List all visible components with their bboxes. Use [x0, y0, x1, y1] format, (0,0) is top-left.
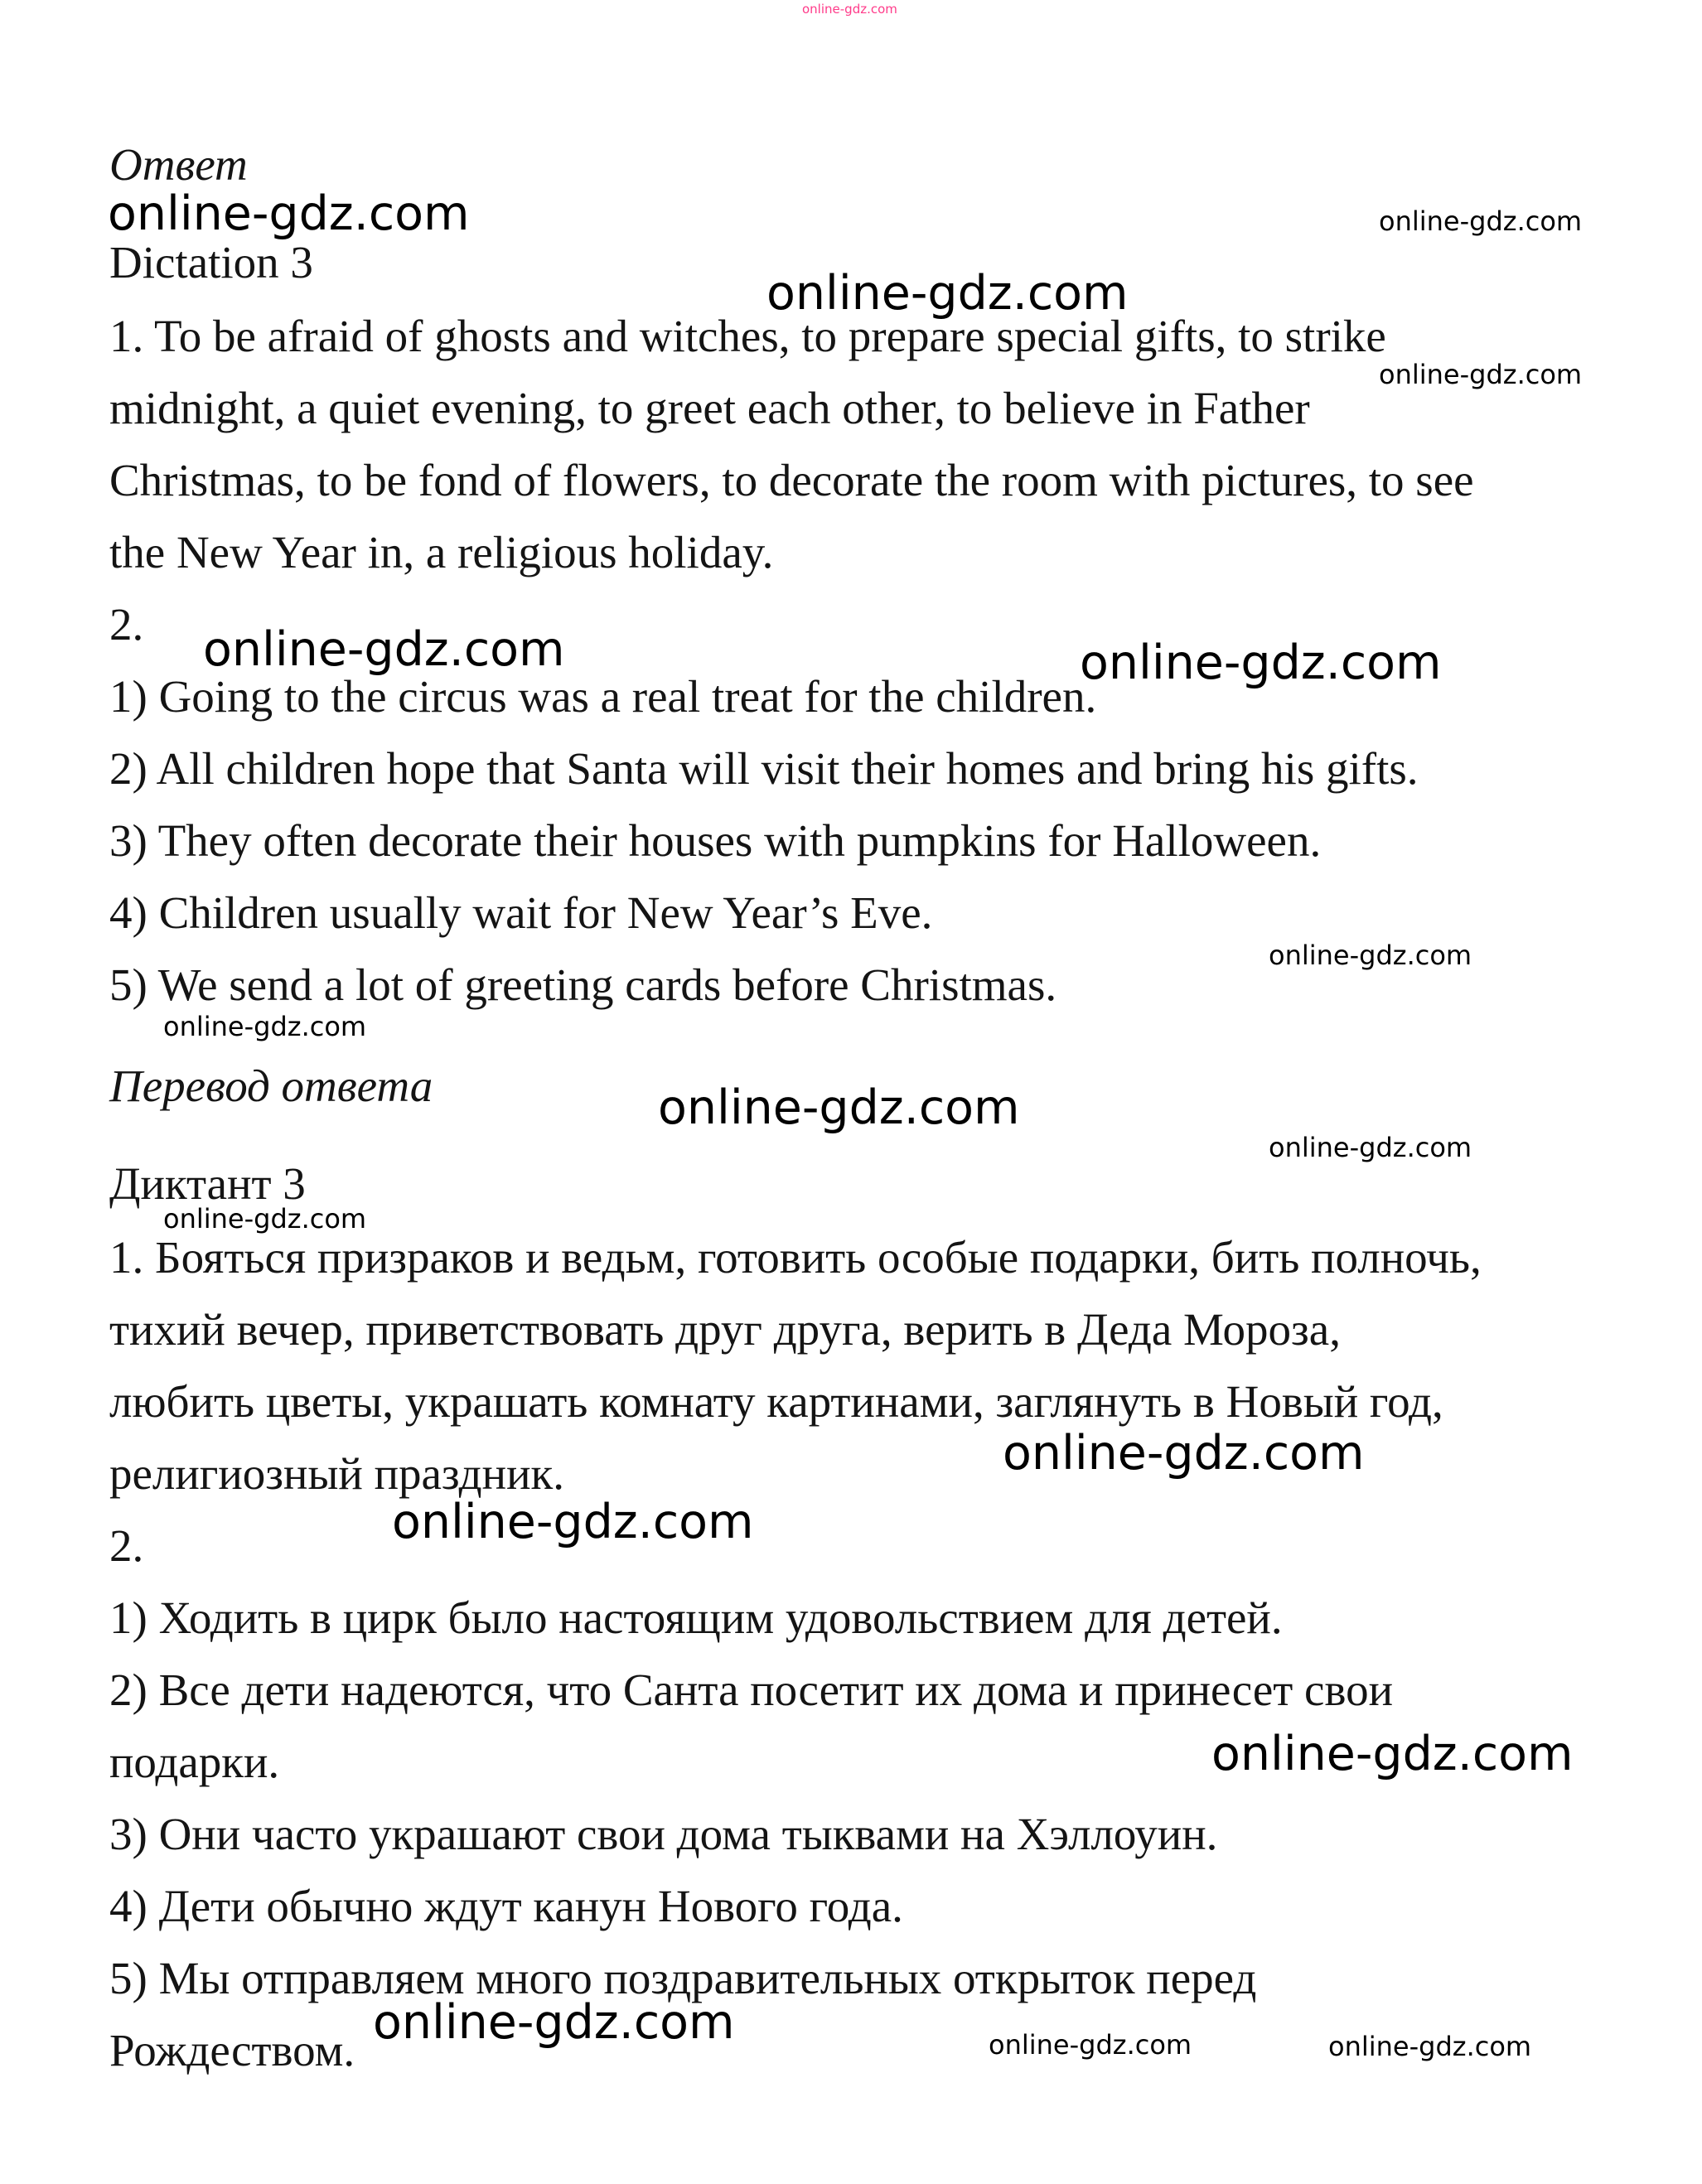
watermark: online-gdz.com — [658, 1080, 1020, 1135]
ru-task1-line: любить цветы, украшать комнату картинами, заглянуть в Новый год, — [109, 1376, 1443, 1427]
watermark: online-gdz.com — [203, 622, 565, 677]
watermark: online-gdz.com — [1379, 359, 1583, 390]
watermark: online-gdz.com — [108, 186, 470, 241]
top-watermark: online-gdz.com — [802, 2, 897, 17]
watermark: online-gdz.com — [1379, 205, 1583, 237]
watermark: online-gdz.com — [373, 1995, 735, 2050]
dictation-title-ru: Диктант 3 — [109, 1158, 306, 1209]
watermark: online-gdz.com — [989, 2029, 1192, 2061]
ru-task2-label: 2. — [109, 1520, 144, 1571]
en-task2-item: 1) Going to the circus was a real treat for the children. — [109, 671, 1097, 722]
ru-task2-line: Рождеством. — [109, 2025, 355, 2075]
en-task2-label: 2. — [109, 599, 144, 650]
ru-task2-line: 5) Мы отправляем много поздравительных открыток перед — [109, 1953, 1257, 2003]
en-task2-item: 4) Children usually wait for New Year’s Eve. — [109, 887, 933, 938]
en-task2-item: 2) All children hope that Santa will visit their homes and bring his gifts. — [109, 743, 1419, 794]
ru-task2-line: 1) Ходить в цирк было настоящим удовольствием для детей. — [109, 1592, 1283, 1643]
watermark: online-gdz.com — [1328, 2031, 1532, 2062]
watermark: online-gdz.com — [163, 1011, 367, 1042]
ru-task2-line: 2) Все дети надеются, что Санта посетит их дома и принесет свои — [109, 1665, 1393, 1715]
en-task1-line: the New Year in, a religious holiday. — [109, 527, 774, 577]
watermark: online-gdz.com — [1211, 1727, 1574, 1781]
watermark: online-gdz.com — [1269, 1132, 1472, 1163]
watermark: online-gdz.com — [392, 1495, 754, 1549]
en-task1-line: Christmas, to be fond of flowers, to decorate the room with pictures, to see — [109, 455, 1474, 505]
watermark: online-gdz.com — [1003, 1426, 1365, 1481]
ru-task1-line: тихий вечер, приветствовать друг друга, верить в Деда Мороза, — [109, 1304, 1341, 1355]
ru-task1-line: религиозный праздник. — [109, 1448, 564, 1499]
watermark: online-gdz.com — [1080, 635, 1442, 690]
ru-task2-line: 4) Дети обычно ждут канун Нового года. — [109, 1881, 903, 1931]
en-task1-line: 1. To be afraid of ghosts and witches, to prepare special gifts, to strike — [109, 311, 1386, 361]
dictation-title-en: Dictation 3 — [109, 237, 313, 287]
watermark: online-gdz.com — [766, 266, 1129, 321]
ru-task1-line: 1. Бояться призраков и ведьм, готовить особые подарки, бить полночь, — [109, 1232, 1482, 1283]
watermark: online-gdz.com — [163, 1203, 367, 1235]
en-task1-line: midnight, a quiet evening, to greet each other, to believe in Father — [109, 383, 1310, 433]
ru-task2-line: 3) Они часто украшают свои дома тыквами на Хэллоуин. — [109, 1809, 1218, 1859]
translation-heading: Перевод ответа — [109, 1061, 433, 1111]
ru-task2-line: подарки. — [109, 1737, 280, 1787]
watermark: online-gdz.com — [1269, 940, 1472, 971]
answer-heading: Ответ — [109, 139, 248, 190]
en-task2-item: 5) We send a lot of greeting cards before Christmas. — [109, 959, 1057, 1010]
en-task2-item: 3) They often decorate their houses with pumpkins for Halloween. — [109, 815, 1322, 866]
